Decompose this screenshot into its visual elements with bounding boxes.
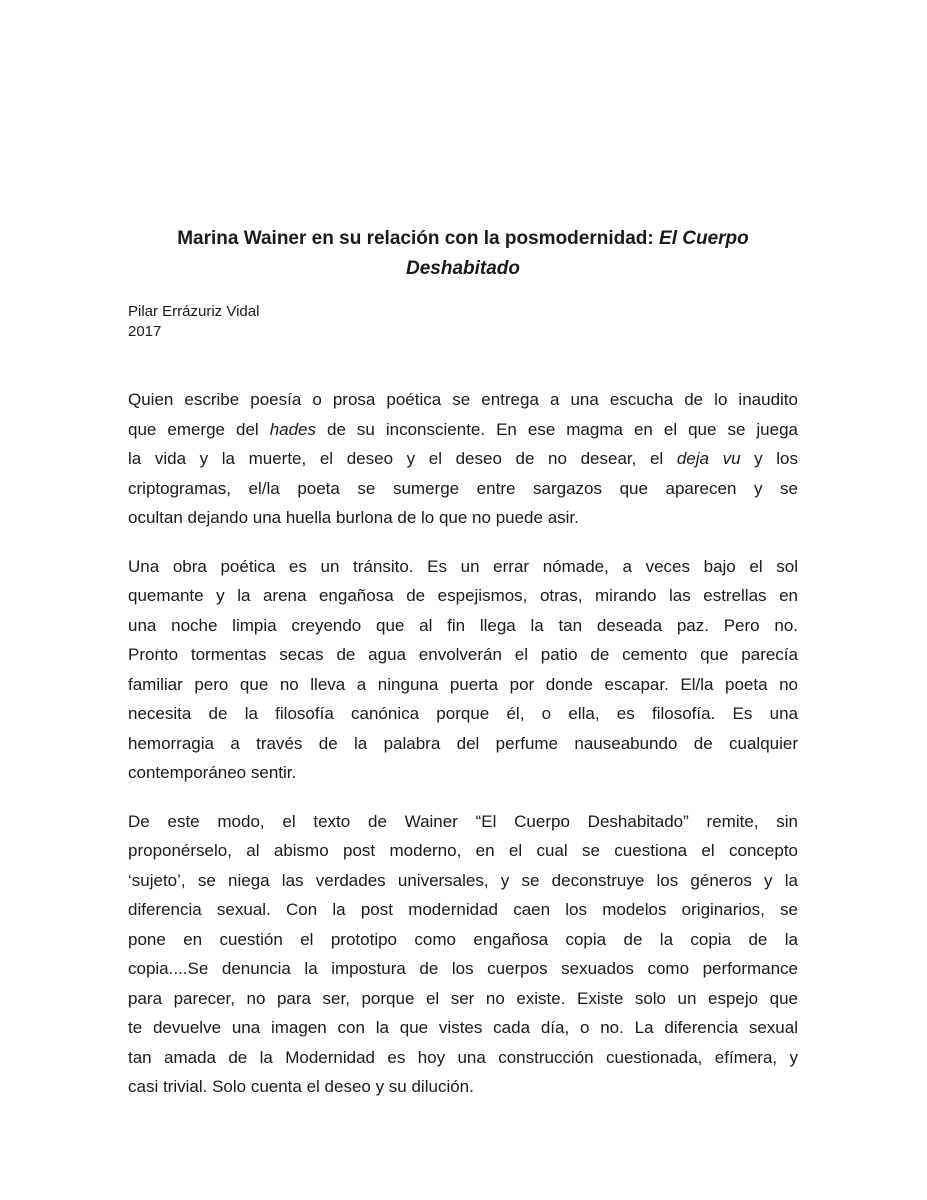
text-line	[128, 895, 798, 925]
text-line	[128, 836, 798, 866]
text-line	[128, 984, 798, 1014]
text-segment: y los	[740, 449, 798, 468]
text-segment: proponérselo, al abismo post moderno, en el cual se cuestiona el concepto	[128, 841, 798, 860]
text-line	[128, 503, 798, 533]
text-line	[128, 385, 798, 415]
text-segment: ‘sujeto’, se niega las verdades universales, y se deconstruye los géneros y la	[128, 870, 798, 890]
document-title	[128, 0, 798, 284]
text-line	[128, 729, 798, 759]
text-line	[128, 444, 798, 474]
text-line	[128, 254, 798, 284]
text-segment: casi trivial. Solo cuenta el deseo y su dilución.	[128, 1077, 474, 1096]
text-segment: De este modo, el texto de Wainer “El Cuerpo Deshabitado” remite, sin	[128, 811, 798, 831]
text-line	[128, 474, 798, 504]
text-segment: Una obra poética es un tránsito. Es un errar nómade, a veces bajo el sol	[128, 556, 798, 576]
text-line	[128, 552, 798, 582]
italic-text: hades	[269, 419, 317, 439]
italic-text: El Cuerpo	[659, 228, 749, 249]
text-line	[128, 1043, 798, 1073]
text-segment: Marina Wainer en su relación con la posmodernidad:	[177, 228, 660, 249]
text-segment: que emerge del	[128, 419, 270, 439]
text-segment: para parecer, no para ser, porque el ser no existe. Existe solo un espejo que	[128, 988, 798, 1008]
text-line	[128, 758, 798, 788]
text-segment: necesita de la filosofía canónica porque él, o ella, es filosofía. Es una	[128, 704, 798, 723]
text-segment: diferencia sexual. Con la post modernidad caen los modelos originarios, se	[128, 900, 798, 919]
text-segment: de su inconsciente. En ese magma en el que se juega	[316, 419, 798, 439]
text-segment: copia....Se denuncia la impostura de los cuerpos sexuados como performance	[128, 959, 798, 978]
text-segment: familiar pero que no lleva a ninguna puerta por donde escapar. El/la poeta no	[128, 674, 798, 694]
paragraph	[128, 385, 798, 533]
text-line	[128, 1013, 798, 1043]
text-segment: criptogramas, el/la poeta se sumerge entre sargazos que aparecen y se	[128, 478, 798, 498]
text-line	[128, 807, 798, 837]
text-segment: pone en cuestión el prototipo como engañosa copia de la copia de la	[128, 929, 798, 949]
text-segment: te devuelve una imagen con la que vistes cada día, o no. La diferencia sexual	[128, 1018, 798, 1037]
text-segment: una noche limpia creyendo que al fin llega la tan deseada paz. Pero no.	[128, 615, 798, 635]
italic-text: deja vu	[676, 449, 741, 468]
text-segment: quemante y la arena engañosa de espejismos, otras, mirando las estrellas en	[128, 586, 798, 605]
paragraph	[128, 552, 798, 788]
text-segment: tan amada de la Modernidad es hoy una construcción cuestionada, efímera, y	[128, 1047, 798, 1067]
body-text	[128, 385, 798, 1102]
text-line	[128, 640, 798, 670]
italic-text: Deshabitado	[405, 258, 521, 279]
text-line	[128, 611, 798, 641]
text-segment: la vida y la muerte, el deseo y el deseo de no desear, el	[128, 449, 677, 468]
text-line	[128, 581, 798, 611]
byline	[128, 302, 798, 342]
text-line	[128, 699, 798, 729]
text-line	[128, 415, 798, 445]
publication-year: 2017	[128, 323, 162, 340]
text-line	[128, 670, 798, 700]
text-segment: hemorragia a través de la palabra del perfume nauseabundo de cualquier	[128, 733, 798, 753]
text-line	[128, 224, 798, 254]
text-segment: Quien escribe poesía o prosa poética se entrega a una escucha de lo inaudito	[128, 390, 798, 409]
author-name: Pilar Errázuriz Vidal	[128, 303, 260, 320]
text-line	[128, 1072, 798, 1102]
text-segment: Pronto tormentas secas de agua envolverán el patio de cemento que parecía	[128, 645, 798, 664]
text-line	[128, 954, 798, 984]
text-line	[128, 925, 798, 955]
page-content	[128, 0, 798, 1102]
text-segment: contemporáneo sentir.	[128, 763, 297, 782]
text-line	[128, 866, 798, 896]
text-segment: ocultan dejando una huella burlona de lo que no puede asir.	[128, 508, 579, 527]
paragraph	[128, 807, 798, 1102]
